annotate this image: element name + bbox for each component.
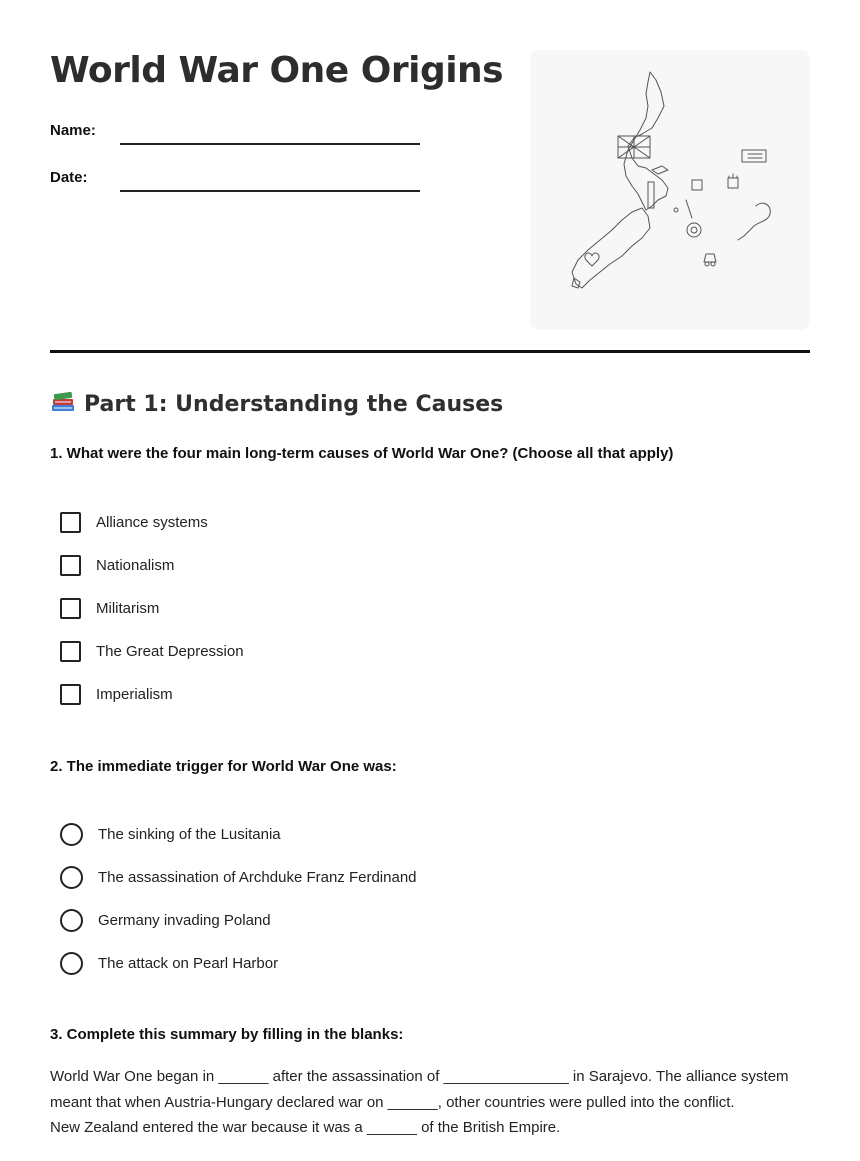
- option-label: Militarism: [96, 599, 160, 617]
- new-zealand-map-image: [530, 50, 810, 330]
- q1-option-nationalism[interactable]: [60, 552, 174, 578]
- q2-option-lusitania[interactable]: [60, 821, 281, 847]
- radio-button[interactable]: [60, 952, 83, 975]
- checkbox[interactable]: [60, 684, 81, 705]
- option-label: Nationalism: [96, 556, 175, 574]
- question-3-prompt: 3. Complete this summary by filling in the blanks:: [50, 1026, 404, 1043]
- q1-option-militarism[interactable]: [60, 595, 159, 621]
- q2-option-germany-poland[interactable]: [60, 907, 271, 933]
- checkbox[interactable]: [60, 598, 81, 619]
- radio-button[interactable]: [60, 823, 83, 846]
- option-label: The Great Depression: [96, 642, 244, 660]
- radio-button[interactable]: [60, 909, 83, 932]
- q2-option-pearl-harbor[interactable]: [60, 950, 278, 976]
- option-label: Germany invading Poland: [98, 911, 271, 929]
- radio-button[interactable]: [60, 866, 83, 889]
- name-label: Name:: [50, 122, 96, 139]
- option-label: Imperialism: [96, 685, 173, 703]
- option-label: The attack on Pearl Harbor: [98, 954, 279, 972]
- checkbox[interactable]: [60, 641, 81, 662]
- question-2-prompt: 2. The immediate trigger for World War One was:: [50, 758, 397, 775]
- name-field-line[interactable]: [120, 143, 420, 145]
- q2-option-franz-ferdinand[interactable]: [60, 864, 417, 890]
- summary-line: World War One began in ______ after the assassination of _______________ in Sarajevo. The alliance system: [50, 1068, 789, 1085]
- date-label: Date:: [50, 169, 88, 186]
- books-icon: [50, 388, 76, 414]
- q1-option-imperialism[interactable]: [60, 681, 173, 707]
- new-zealand-map-icon: [530, 50, 810, 330]
- date-field-line[interactable]: [120, 190, 420, 192]
- q1-option-great-depression[interactable]: [60, 638, 244, 664]
- section-title-text: Part 1: Understanding the Causes: [84, 392, 504, 417]
- checkbox[interactable]: [60, 555, 81, 576]
- summary-line: meant that when Austria-Hungary declared war on ______, other countries were pulled into the conflict.: [50, 1093, 735, 1111]
- option-label: The assassination of Archduke Franz Ferdinand: [98, 868, 417, 886]
- question-1-prompt: 1. What were the four main long-term causes of World War One? (Choose all that apply): [50, 445, 674, 462]
- summary-line: New Zealand entered the war because it was a ______ of the British Empire.: [50, 1119, 561, 1136]
- option-label: The sinking of the Lusitania: [98, 825, 281, 843]
- section-divider: [50, 350, 810, 353]
- checkbox[interactable]: [60, 512, 81, 533]
- q1-option-alliance-systems[interactable]: [60, 509, 208, 535]
- fill-in-summary: [50, 1064, 810, 1141]
- page-title: World War One Origins: [50, 50, 504, 91]
- option-label: Alliance systems: [96, 513, 208, 531]
- section-heading: [50, 388, 503, 417]
